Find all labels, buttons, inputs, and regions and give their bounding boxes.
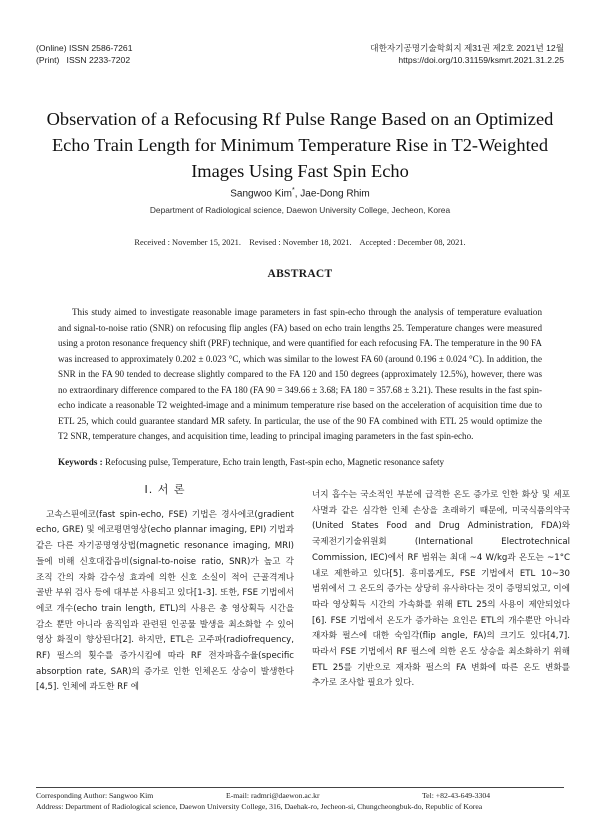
doi-link[interactable]: https://doi.org/10.31159/ksmrt.2021.31.2.25 bbox=[398, 55, 564, 65]
author-1: Sangwoo Kim bbox=[230, 188, 292, 200]
intro-paragraph-2: 너지 흡수는 국소적인 부분에 급격한 온도 증가로 인한 화상 및 세포 사멸과 같은 심각한 인체 손상을 초래하기 때문에, 미국식품의약국(United States Food and Drug Administration, FDA)와 국제전기기술위원회 (International Electrotechnical Commission, IEC)에서 RF 범위는 최대 ~4 W/kg과 온도는 ~1°C 내로 제한하고 있다[5]. 흥미롭게도, FSE 기법에서 ETL 10~30 범위에서 그 온도의 증가는 상당히 유사하다는 것이 증명되었고, 이에 따라 영상획득 시간의 가속화를 위해 ETL 25의 사용이 제안되었다[6]. FSE 기법에서 온도가 증가하는 요인은 ETL의 개수뿐만 아니라 재자화 펄스에 대한 숙임각(flip angle, FA)의 크기도 있다[4,7]. 따라서 FSE 기법에서 RF 펄스에 의한 온도 상승을 최소화하기 위해 ETL 25를 기반으로 재자화 펄스의 FA 변화에 따른 온도 변화를 추가로 조사할 필요가 있다. bbox=[312, 490, 570, 689]
journal-block bbox=[370, 42, 564, 66]
issn-block bbox=[36, 42, 133, 66]
keywords-list: Refocusing pulse, Temperature, Echo train length, Fast-spin echo, Magnetic resonance safety bbox=[105, 457, 445, 467]
affiliation: Department of Radiological science, Daewon University College, Jecheon, Korea bbox=[149, 205, 451, 215]
author-list bbox=[0, 187, 600, 199]
footnote-contact bbox=[36, 790, 564, 801]
abstract-text: This study aimed to investigate reasonable image parameters in fast spin-echo through the analysis of temperature evaluation and signal-to-noise ratio (SNR) on refocusing flip angles (FA) based on echo train lengths 25. Temperature changes were measured using a proton resonance frequency shift (PRF) technique, and were quantified for each refocusing FA. The temperature in the 90 FA was increased to approximately 0.202 ± 0.023 °C, which was similar to the lowest FA 60 (around 0.196 ± 0.024 °C). In addition, the SNR in the FA 90 tended to decrease slightly compared to the FA 120 and 150 degrees (approximately 12.5%), however, there was no extraordinary difference compared to the FA 180 (FA 90 = 349.66 ± 3.68; FA 180 = 357.68 ± 3.21). These results in the fast spin-echo indicate a reasonable T2 weighted-image and a minimum temperature rise based on the acceleration of acquisition time due to ETL 25, which could guarantee standard MR safety. In particular, the use of the 90 FA combined with ETL 25 would optimize the T2 SNR, temperature changes, and acquisition time, leading to principal imaging parameters in the fast spin-echo. bbox=[58, 307, 542, 441]
intro-paragraph-1: 고속스핀에코(fast spin-echo, FSE) 기법은 경사에코(gradient echo, GRE) 및 에코평면영상(echo plannar imaging, EPI) 기법과 같은 다른 자기공명영상법(magnetic resonance imaging, MRI)들에 비해 신호대잡음비(signal-to-noise ratio, SNR)가 높고 각 조직 간의 자화 감수성 효과에 의한 신호 소실이 적어 근골격계나 골반 부위 검사 등에 대부분 사용되고 있다[1-3]. 또한, FSE 기법에서 에코 개수(echo train length, ETL)의 사용은 총 영상획득 시간을 감소 뿐만 아니라 움직임과 관련된 인공물 발생을 최소화할 수 있어 영상 화질이 향상된다[2]. 하지만, ETL은 고주파(radiofrequency, RF) 펄스의 횟수를 증가시킴에 따라 RF 전자파흡수율(specific absorption rate, SAR)의 증가로 인한 인체온도 상승이 발생한다[4,5]. 인체에 과도한 RF 에 bbox=[36, 509, 294, 693]
issn-print: (Print) ISSN 2233-7202 bbox=[36, 55, 131, 65]
keywords bbox=[58, 455, 542, 469]
author-2: , Jae-Dong Rhim bbox=[294, 188, 370, 200]
footnote-email: E-mail: radmri@daewon.ac.kr bbox=[226, 791, 320, 800]
footnote-author: Corresponding Author: Sangwoo Kim bbox=[36, 791, 154, 800]
footnote-divider bbox=[36, 787, 564, 788]
keywords-label: Keywords : bbox=[58, 457, 103, 467]
intro-heading: Ⅰ. 서 론 bbox=[144, 483, 186, 496]
corresponding-mark: * bbox=[291, 187, 295, 194]
issn-online: (Online) ISSN 2586-7261 bbox=[36, 43, 133, 53]
title-line-1: Observation of a Refocusing Rf Pulse Range Based on an Optimized bbox=[46, 109, 554, 129]
footnote-tel: Tel: +82-43-649-3304 bbox=[422, 791, 491, 800]
intro-right-column bbox=[312, 488, 570, 692]
submission-dates: Received : November 15, 2021. Revised : November 18, 2021. Accepted : December 08, 2021. bbox=[134, 238, 466, 247]
paper-title bbox=[40, 106, 560, 184]
title-line-3: Images Using Fast Spin Echo bbox=[191, 161, 409, 181]
footnote-address: Address: Department of Radiological science, Daewon University College, 316, Daehak-ro, Jecheon-si, Chungcheongbuk-do, Republic of Korea bbox=[36, 802, 483, 811]
intro-left-column bbox=[36, 482, 294, 696]
title-line-2: Echo Train Length for Minimum Temperature Rise in T2-Weighted bbox=[51, 135, 549, 155]
journal-name: 대한자기공명기술학회지 제31권 제2호 2021년 12월 bbox=[370, 43, 564, 53]
abstract-heading: ABSTRACT bbox=[267, 268, 333, 280]
